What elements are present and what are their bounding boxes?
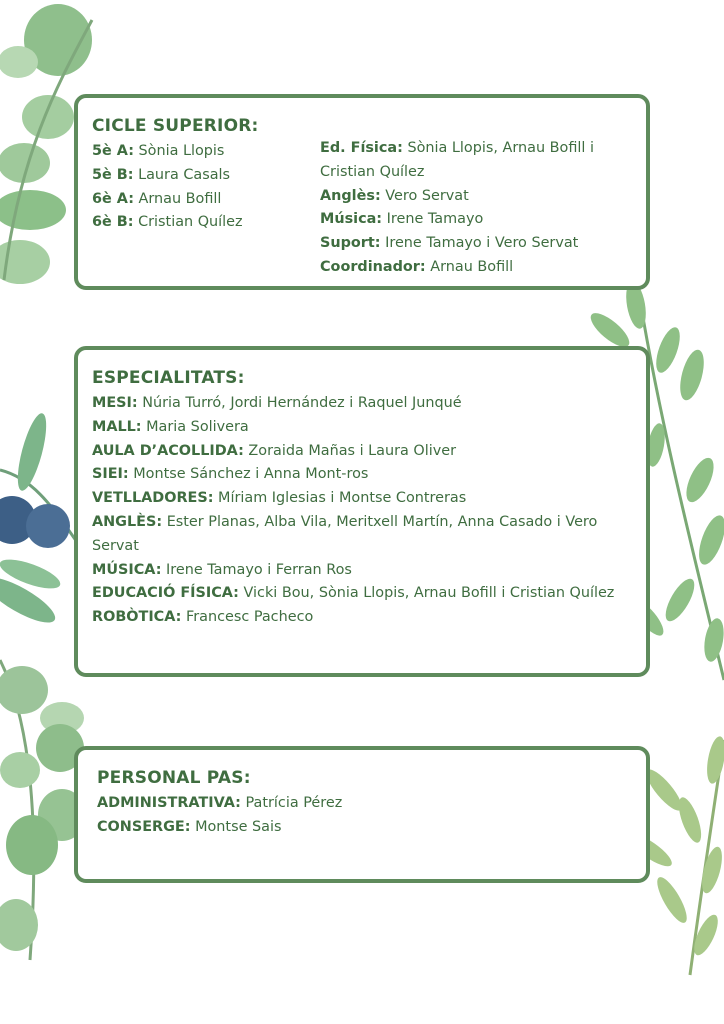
specialist-names: Vero Servat <box>380 187 469 204</box>
specialist-label: Coordinador: <box>320 258 426 275</box>
specialty-row <box>92 606 632 630</box>
specialty-row <box>92 416 632 440</box>
specialist-names: Irene Tamayo <box>382 211 484 228</box>
class-label: 5è A: <box>92 143 134 159</box>
personal-pas-card <box>74 746 650 883</box>
class-teacher: Sònia Llopis <box>133 143 225 159</box>
cicle-superior-title: CICLE SUPERIOR: <box>92 116 259 136</box>
specialist-names: Irene Tamayo i Vero Servat <box>380 235 579 252</box>
class-row <box>92 164 312 188</box>
class-label: 5è B: <box>92 166 134 183</box>
specialty-label: ROBÒTICA: <box>92 609 182 626</box>
staff-row <box>97 792 637 816</box>
specialty-row <box>92 487 632 511</box>
specialty-row <box>92 511 632 559</box>
specialty-names: Ester Planas, Alba Vila, Meritxell Martín, Anna Casado i Vero Servat <box>92 513 598 554</box>
specialty-names: Maria Solivera <box>141 418 249 435</box>
class-label: 6è B: <box>92 214 134 231</box>
specialty-label: AULA D’ACOLLIDA: <box>92 442 244 459</box>
specialist-label: Ed. Física: <box>320 140 403 156</box>
specialty-label: MÚSICA: <box>92 561 162 578</box>
cicle-superior-left-column <box>92 116 312 235</box>
specialty-names: Zoraida Mañas i Laura Oliver <box>243 442 457 459</box>
staff-label: ADMINISTRATIVA: <box>97 795 241 811</box>
especialitats-title: ESPECIALITATS: <box>92 368 245 388</box>
specialty-label: SIEI: <box>92 466 129 483</box>
specialty-row <box>92 559 632 583</box>
specialist-label: Suport: <box>320 235 381 252</box>
specialty-names: Francesc Pacheco <box>181 609 314 626</box>
specialist-row <box>320 185 640 209</box>
specialty-row <box>92 440 632 464</box>
class-label: 6è A: <box>92 190 134 207</box>
specialty-names: Míriam Iglesias i Montse Contreras <box>213 490 467 507</box>
staff-label: CONSERGE: <box>97 818 191 835</box>
specialty-row <box>92 392 632 416</box>
specialist-label: Música: <box>320 211 383 228</box>
specialty-label: MALL: <box>92 418 142 435</box>
especialitats-list <box>92 368 632 630</box>
staff-row <box>97 816 637 840</box>
staff-name: Patrícia Pérez <box>240 795 343 811</box>
cicle-superior-card <box>74 94 650 290</box>
specialist-row <box>320 137 640 185</box>
personal-pas-title: PERSONAL PAS: <box>97 768 251 788</box>
staff-name: Montse Sais <box>190 818 282 835</box>
class-row <box>92 211 312 235</box>
personal-pas-list <box>97 768 637 840</box>
class-row <box>92 140 312 164</box>
specialist-label: Anglès: <box>320 187 381 204</box>
specialty-label: MESI: <box>92 395 138 411</box>
specialty-row <box>92 463 632 487</box>
specialty-names: Vicki Bou, Sònia Llopis, Arnau Bofill i Cristian Quílez <box>238 585 615 602</box>
especialitats-card <box>74 346 650 677</box>
specialty-label: ANGLÈS: <box>92 513 163 530</box>
specialty-names: Irene Tamayo i Ferran Ros <box>161 561 352 578</box>
specialty-label: VETLLADORES: <box>92 490 214 507</box>
specialist-row <box>320 232 640 256</box>
specialist-names: Sònia Llopis, Arnau Bofill i Cristian Quílez <box>320 140 594 180</box>
class-teacher: Arnau Bofill <box>133 190 222 207</box>
specialty-names: Núria Turró, Jordi Hernández i Raquel Junqué <box>137 395 462 411</box>
class-row <box>92 188 312 212</box>
specialty-row <box>92 582 632 606</box>
class-teacher: Laura Casals <box>133 166 231 183</box>
specialist-row <box>320 256 640 280</box>
class-teacher: Cristian Quílez <box>133 214 243 231</box>
specialty-names: Montse Sánchez i Anna Mont-ros <box>128 466 369 483</box>
specialist-row <box>320 208 640 232</box>
specialist-names: Arnau Bofill <box>425 258 514 275</box>
cicle-superior-right-column <box>320 137 640 280</box>
specialty-label: EDUCACIÓ FÍSICA: <box>92 585 239 602</box>
